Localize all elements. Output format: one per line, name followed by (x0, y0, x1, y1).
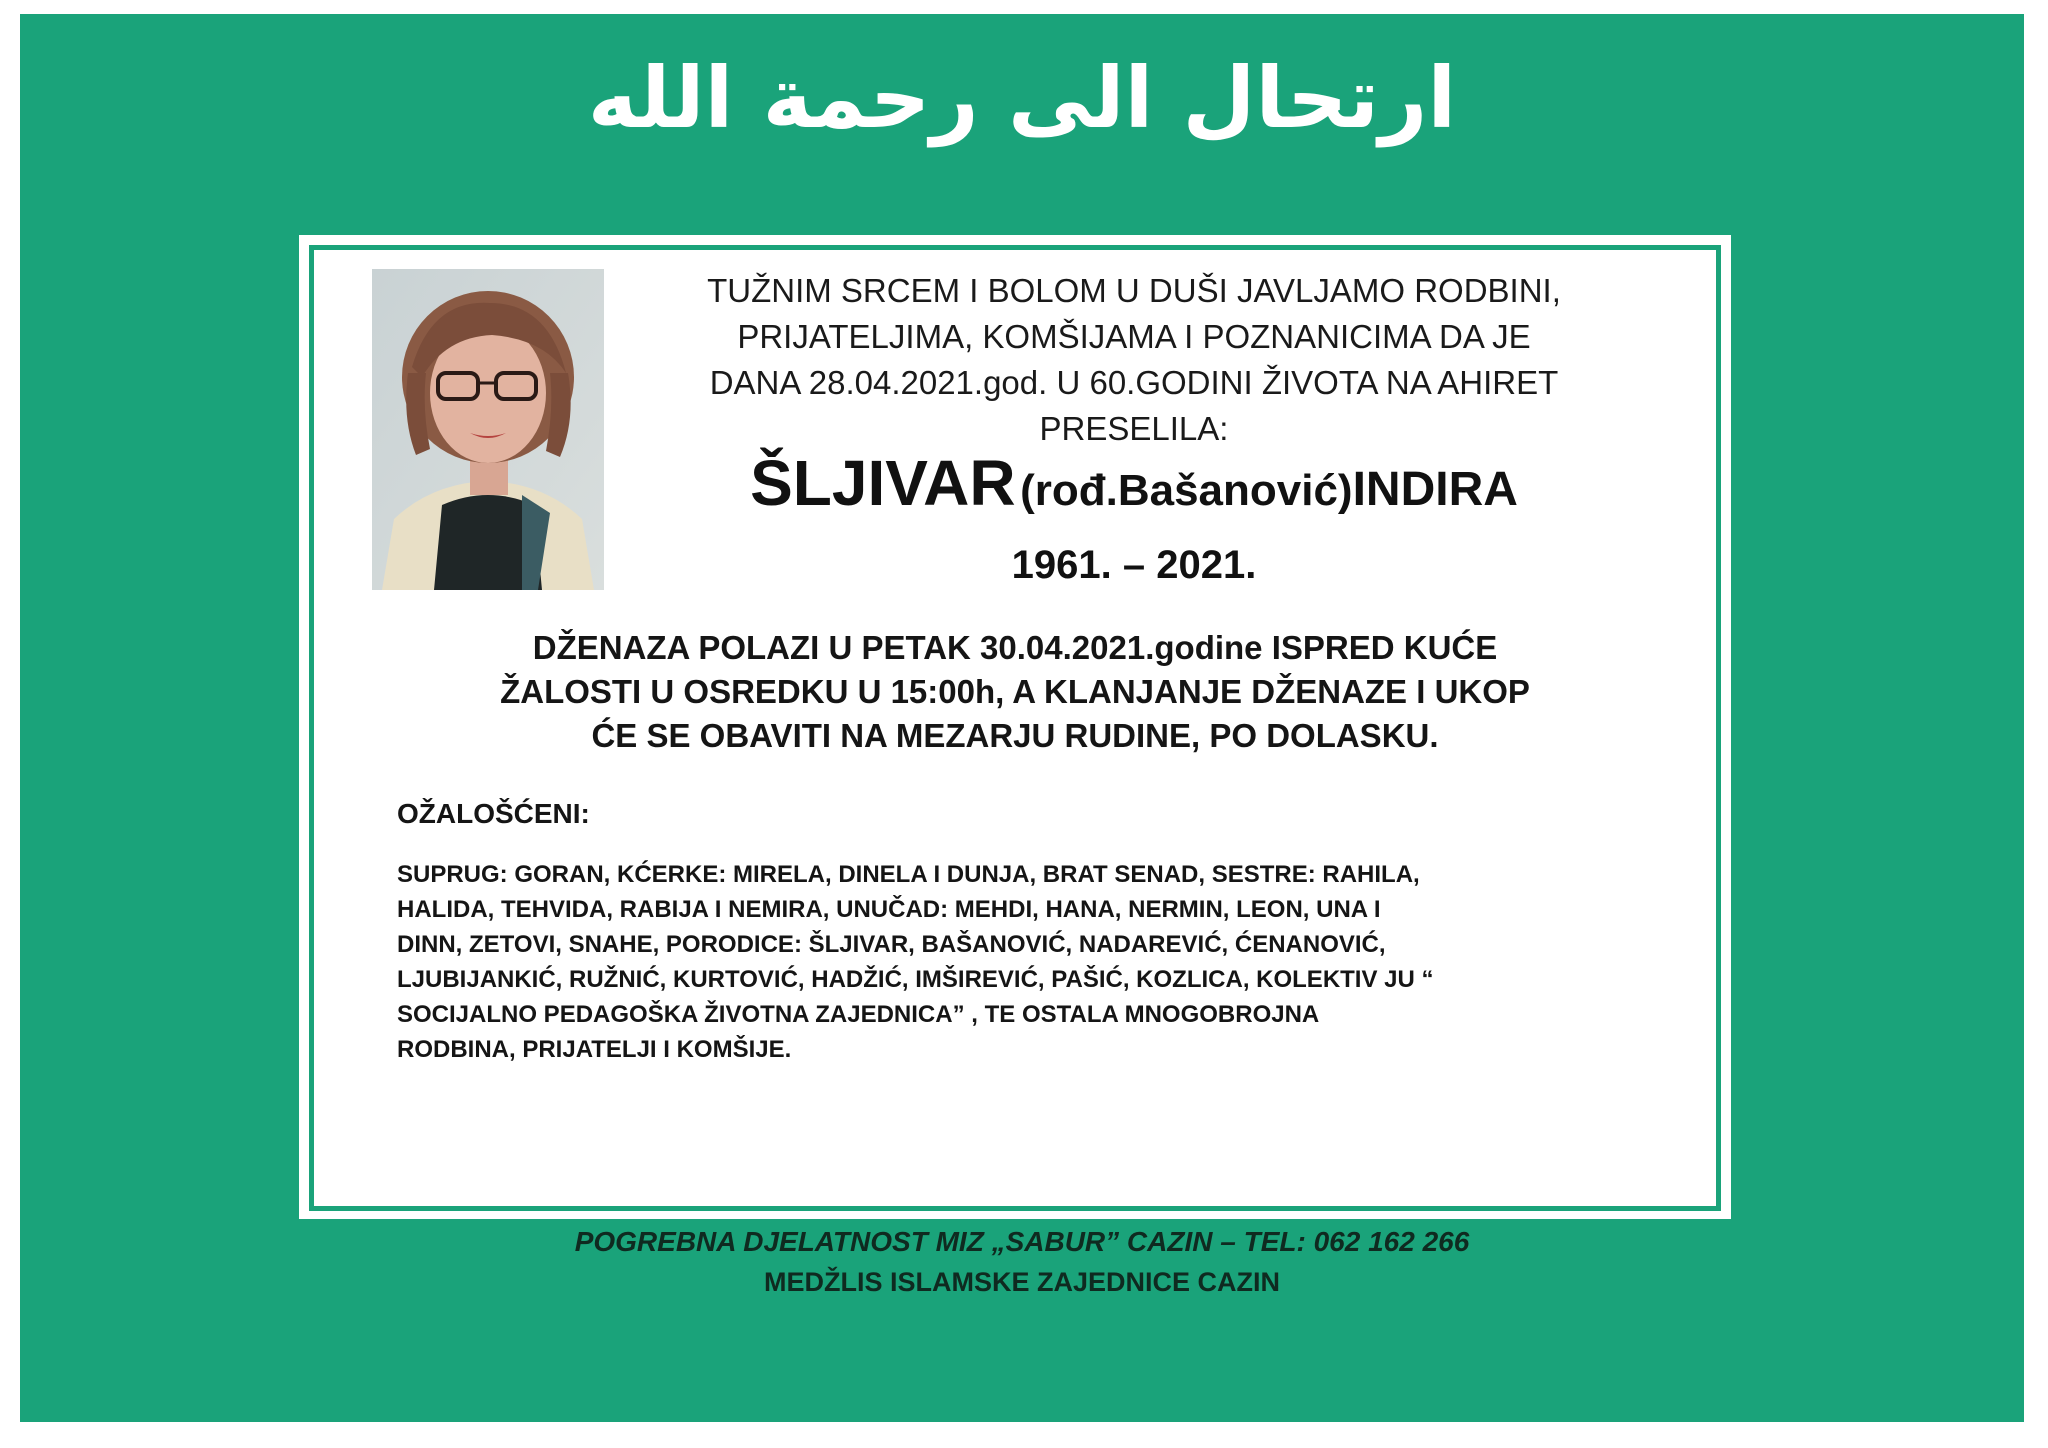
mourners-list (397, 857, 1687, 1067)
deceased-maiden-name: (rođ.Bašanović) (1020, 466, 1353, 515)
intro-line: PRESELILA: (1039, 410, 1229, 447)
arabic-calligraphy-header: ارتحال الى رحمة الله (587, 49, 1457, 147)
funeral-line: DŽENAZA POLAZI U PETAK 30.04.2021.godine ISPRED KUĆE (532, 629, 1498, 666)
intro-line: TUŽNIM SRCEM I BOLOM U DUŠI JAVLJAMO RODBINI, (707, 272, 1561, 309)
mourners-line: RODBINA, PRIJATELJI I KOMŠIJE. (397, 1036, 792, 1063)
funeral-line: ŽALOSTI U OSREDKU U 15:00h, A KLANJANJE DŽENAZE I UKOP (500, 673, 1530, 710)
funeral-details (334, 626, 1696, 758)
islamic-community-name: MEDŽLIS ISLAMSKE ZAJEDNICE CAZIN (763, 1267, 1281, 1297)
funeral-line: ĆE SE OBAVITI NA MEZARJU RUDINE, PO DOLASKU. (591, 717, 1439, 754)
deceased-surname: ŠLJIVAR (750, 447, 1016, 519)
portrait-image (372, 269, 604, 590)
intro-line: DANA 28.04.2021.god. U 60.GODINI ŽIVOTA NA AHIRET (709, 364, 1559, 401)
white-frame (299, 235, 1731, 1219)
mourners-line: SOCIJALNO PEDAGOŠKA ŽIVOTNA ZAJEDNICA” , TE OSTALA MNOGOBROJNA (397, 1001, 1320, 1028)
deceased-name (604, 446, 1664, 520)
announcement-intro (604, 268, 1664, 452)
mourners-line: LJUBIJANKIĆ, RUŽNIĆ, KURTOVIĆ, HADŽIĆ, IMŠIREVIĆ, PAŠIĆ, KOZLICA, KOLEKTIV JU “ (397, 966, 1434, 993)
intro-line: PRIJATELJIMA, KOMŠIJAMA I POZNANICIMA DA JE (737, 318, 1531, 355)
mourners-line: HALIDA, TEHVIDA, RABIJA I NEMIRA, UNUČAD: MEHDI, HANA, NERMIN, LEON, UNA I (397, 896, 1381, 923)
mourners-line: DINN, ZETOVI, SNAHE, PORODICE: ŠLJIVAR, BAŠANOVIĆ, NADAREVIĆ, ĆENANOVIĆ, (397, 931, 1386, 958)
portrait-photo (372, 269, 604, 590)
life-years: 1961. – 2021. (1011, 543, 1257, 587)
deceased-given-name: INDIRA (1352, 463, 1518, 516)
mourners-line: SUPRUG: GORAN, KĆERKE: MIRELA, DINELA I DUNJA, BRAT SENAD, SESTRE: RAHILA, (397, 861, 1420, 888)
obituary-sheet (20, 14, 2024, 1422)
funeral-service-contact: POGREBNA DJELATNOST MIZ „SABUR” CAZIN – TEL: 062 162 266 (574, 1226, 1470, 1257)
content-panel (309, 245, 1721, 1211)
mourners-heading: OŽALOŠĆENI: (397, 798, 590, 829)
